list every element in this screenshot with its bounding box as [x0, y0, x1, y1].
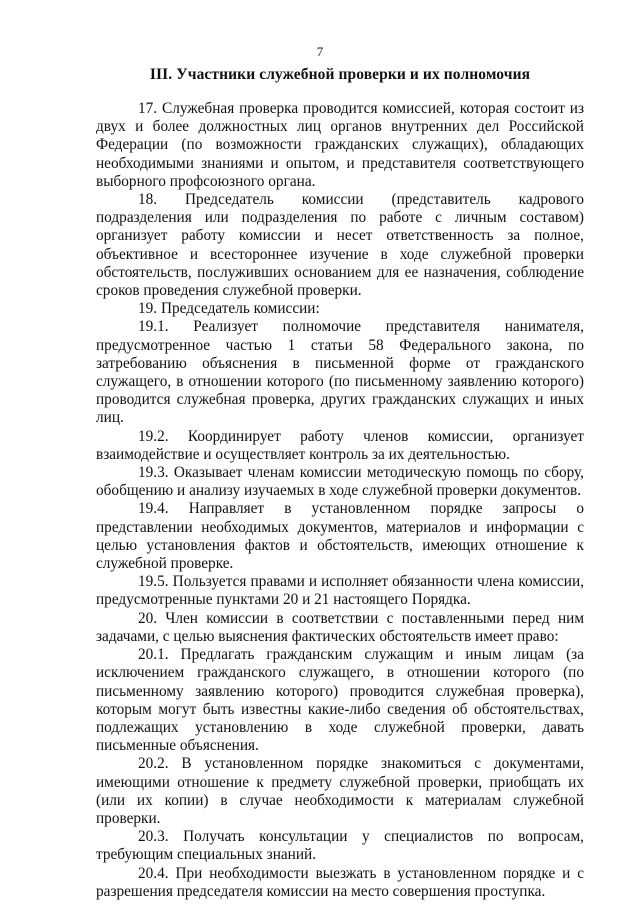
- paragraph-20-2: 20.2. В установленном порядке знакомиться с документами, имеющими отношение к предмету служебной проверки, приобщать их (или их копии) в случае необходимости к материалам служебной проверки.: [96, 755, 584, 827]
- paragraph-20-1: 20.1. Предлагать гражданским служащим и иным лицам (за исключением гражданского служащего, в отношении которого (по письменному заявлению которого) проводится служебная проверка), которым могут быть известны какие-либо сведения об обстоятельствах, подлежащих установлению в ходе служебной проверки, давать письменные объяснения.: [96, 646, 584, 755]
- section-title: III. Участники служебной проверки и их полномочия: [149, 66, 531, 83]
- paragraph-17: 17. Служебная проверка проводится комиссией, которая состоит из двух и более должностных лиц органов внутренних дел Российской Федерации (по возможности гражданских служащих), обладающих необходимыми знаниями и опытом, и представителя соответствующего выборного профсоюзного органа.: [96, 100, 584, 190]
- paragraph-19-2: 19.2. Координирует работу членов комиссии, организует взаимодействие и осуществляет контроль за их деятельностью.: [96, 427, 584, 463]
- paragraph-19: 19. Председатель комиссии:: [138, 300, 320, 318]
- paragraph-20-4: 20.4. При необходимости выезжать в установленном порядке и с разрешения председателя комиссии на место совершения проступка.: [96, 864, 584, 900]
- document-body: [96, 100, 584, 901]
- paragraph-18: 18. Председатель комиссии (представитель кадрового подразделения или подразделения по работе с личным составом) организует работу комиссии и несет ответственность за полное, объективное и всестороннее изучение в ходе служебной проверки обстоятельств, послуживших основанием для ее назначения, соблюдение сроков проведения служебной проверки.: [96, 191, 584, 300]
- paragraph-19-4: 19.4. Направляет в установленном порядке запросы о представлении необходимых документов, материалов и информации с целью установления фактов и обстоятельств, имеющих отношение к служебной проверке.: [96, 500, 584, 573]
- paragraph-19-3: 19.3. Оказывает членам комиссии методическую помощь по сбору, обобщению и анализу изучаемых в ходе служебной проверки документов.: [96, 464, 584, 500]
- page-number: 7: [316, 44, 324, 59]
- paragraph-19-1: 19.1. Реализует полномочие представителя нанимателя, предусмотренное частью 1 статьи 58 Федерального закона, по затребованию объяснения в письменной форме от гражданского служащего, в отношении которого (по письменному заявлению которого) проводится служебная проверка, других гражданских служащих и иных лиц.: [96, 318, 584, 427]
- paragraph-20-3: 20.3. Получать консультации у специалистов по вопросам, требующим специальных знаний.: [96, 828, 584, 864]
- paragraph-20: 20. Член комиссии в соответствии с поставленными перед ним задачами, с целью выяснения фактических обстоятельств имеет право:: [96, 609, 584, 645]
- paragraph-19-5: 19.5. Пользуется правами и исполняет обязанности члена комиссии, предусмотренные пунктами 20 и 21 настоящего Порядка.: [96, 573, 584, 609]
